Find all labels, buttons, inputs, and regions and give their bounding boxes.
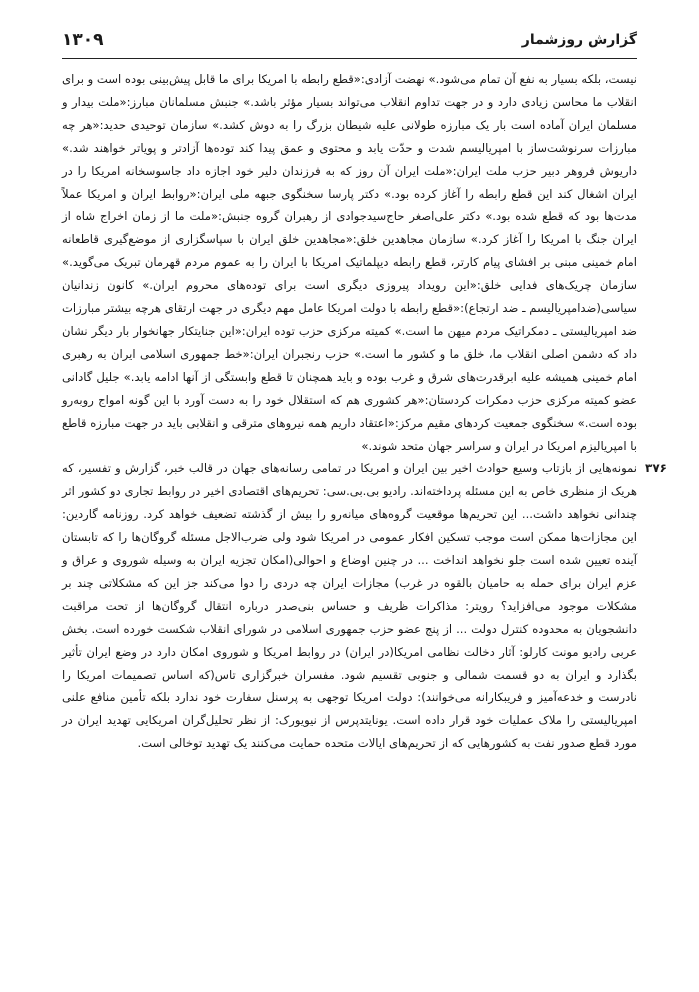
entry-text: نمونه‌هایی از بازتاب وسیع حوادث اخیر بین ایران و امریکا در تمامی رسانه‌های جهان در قالب خبر، گزارش و تفسیر، که هریک از منظری خاص به این مسئله پرداخته‌اند. رادیو بی.بی.سی: تحریم‌های اقتصادی اخیر در روابط تجاری دو کشور اثر چندانی نخواهد داشت... این تحریم‌ها موقعیت گروه‌های میانه‌رو را بیش از گذشته تضعیف خواهد کرد. روزنامه گاردین: این مجازات‌ها ممکن است موجب تسکین افکار عمومی در امریکا شود ولی ضرب‌الاجل مسئله گروگان‌ها را که تابستان آینده تعیین شده است جلو نخواهد انداخت ... در چنین اوضاع و احوالی(امکان تجزیه ایران به وسیله شوروی و عراق و عزم ایران برای حمله به حامیان بالقوه در غرب) مجازات ایران چه دردی را دوا می‌کند جز این که مشکلاتی چند بر مشکلات موجود می‌افزاید؟ رویتر: مذاکرات ظریف و حساس بنی‌صدر درباره انتقال گروگان‌ها از تحت مراقبت دانشجویان به محدوده کنترل دولت ... از پنج عضو حزب جمهوری اسلامی در شورای انقلاب شکست خورده است. بخش عربی رادیو مونت کارلو: آثار دخالت نظامی امریکا(در ایران) در روابط امریکا و شوروی امکان دارد در وضع ایران تأثیر بگذارد و ایران به دو قسمت شمالی و جنوبی تقسیم شود. مفسران خبرگزاری تاس(که اساس تصمیمات امریکا را نادرست و خدعه‌آمیز و فریبکارانه می‌خوانند): دولت امریکا توجهی به پرسنل سفارت خود ندارد بلکه تأمین منافع علنی امپریالیستی را ملاک عملیات خود قرار داده است. یونایتدپرس از نیویورک: از نظر تحلیل‌گران امریکایی تهدید ایران در مورد قطع صدور نفت به کشورهایی که از تحریم‌های ایالات متحده حمایت می‌کنند یک تهدید توخالی است. [62,461,637,751]
continued-paragraph: نیست، بلکه بسیار به نفع آن تمام می‌شود.» نهضت آزادی:«قطع رابطه با امریکا برای ما قابل پیش‌بینی بوده است و برای انقلاب ما محاسن زیادی دارد و در جهت تداوم انقلاب می‌تواند بسیار مؤثر باشد.» جنبش مسلمانان مبارز:«ملت بیدار و مسلمان ایران آماده است بار یک مبارزه طولانی علیه شیطان بزرگ را به دوش کشد.» سازمان توحیدی حدید:«هر چه مبارزات سرنوشت‌ساز با امپریالیسم شدت و حدّت یابد و محتوی و عمق پیدا کند توده‌ها آزادتر و پویاتر خواهند شد.» داریوش فروهر دبیر حزب ملت ایران:«ملت ایران آن روز که به فرزندان دلیر خود اجازه داد جاسوسخانه امریکا را در ایران اشغال کند این قطع رابطه را آغاز کرده بود.» دکتر پارسا سخنگوی جبهه ملی ایران:«روابط ایران و امریکا عملاً مدت‌ها بود که قطع شده بود.» دکتر علی‌اصغر حاج‌سیدجوادی از رهبران گروه جنبش:«ملت ما از زمان اخراج شاه از ایران جنگ با امریکا را آغاز کرد.» سازمان مجاهدین خلق:«مجاهدین خلق ایران با سپاسگزاری از موضع‌گیری قاطعانه امام خمینی مبنی بر افشای پیام کارتر، قطع رابطه دیپلماتیک امریکا با ایران را به عموم مردم قهرمان تبریک می‌گوید.» سازمان چریک‌های فدایی خلق:«این رویداد پیروزی دیگری است برای توده‌های محروم ایران.» کانون زندانیان سیاسی(ضدامپریالیسم ـ ضد ارتجاع):«قطع رابطه با دولت امریکا عامل مهم دیگری در جهت ارتقای هرچه بیشتر مبارزات ضد امپریالیستی ـ دمکراتیک مردم میهن ما است.» کمیته مرکزی حزب توده ایران:«این جنایتکار جهانخوار بار دیگر نشان داد که دشمن اصلی انقلاب ما، خلق ما و کشور ما است.» حزب رنجبران ایران:«خط جمهوری اسلامی ایران به رهبری امام خمینی همیشه علیه ابرقدرت‌های شرق و غرب بوده و باید همچنان تا قطع وابستگی از آنها ادامه یابد.» جلیل گادانی عضو کمیته مرکزی حزب دمکرات کردستان:«هر کشوری هم که استقلال خود را به دست آورد با این گونه امواج روبه‌رو بوده است.» سخنگوی جمعیت کردهای مقیم مرکز:«اعتقاد داریم همه نیروهای مترقی و انقلابی باید در جهت مبارزه قاطع با امپریالیزم امریکا در ایران و سراسر جهان متحد شوند.» [62,72,637,453]
running-title: گزارش روزشمار [521,32,637,48]
entry-number: ۳۷۶ [645,461,667,476]
page-number: ۱۳۰۹ [62,30,104,50]
page-header [62,28,637,59]
body-text [62,68,667,755]
numbered-entry [62,457,667,755]
